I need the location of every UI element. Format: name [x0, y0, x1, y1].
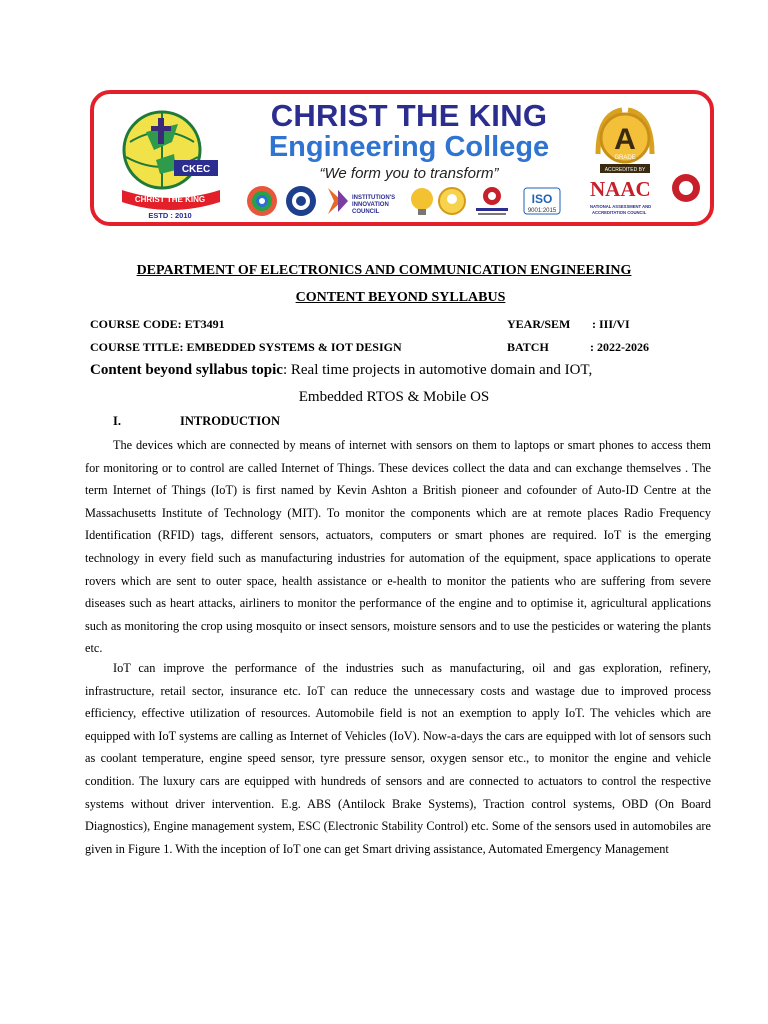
course-code: COURSE CODE: ET3491	[90, 317, 225, 331]
topic-label: Content beyond syllabus topic	[90, 362, 283, 378]
svg-text:9001:2015: 9001:2015	[527, 208, 557, 214]
logo-ribbon-text: CHRIST THE KING	[134, 195, 206, 204]
sdg-wheel-icon	[247, 186, 277, 216]
svg-text:ACCREDITED BY: ACCREDITED BY	[604, 167, 646, 173]
ministry-innovation-cell-icon	[476, 187, 508, 215]
introduction-paragraph-2: IoT can improve the performance of the industries such as manufacturing, oil and gas exploration, refinery, infrastructure, retail sector, insurance etc. IoT can reduce the unnecessary costs and wastage due to improved process efficiency, effective utilization of resources. Automobile field is not an exemption to apply IoT. The vehicles which are equipped with IoT systems are calling as Internet of Vehicles (IoV). Now-a-days the cars are equipped with lot of sensors such as coolant temperature, engine speed sensor, tyre pressure sensor, oxygen sensor etc., to monitor the engine and vehicle condition. The luxury cars are equipped with hundreds of sensors and are connected to actuators to control the respective systems without driver intervention. E.g. ABS (Antilock Brake Systems), Traction control systems, OBD (On Board Diagnostics), Engine management system, ESC (Electronic Stability Control) etc. Some of the sensors used in automobiles are given in Figure 1. With the inception of IoT one can get Smart driving assistance, Automated Emergency Management	[85, 661, 711, 856]
college-name-block	[244, 100, 574, 183]
college-name-line1: CHRIST THE KING	[270, 98, 548, 133]
college-banner	[90, 90, 714, 226]
accreditation-badges-row	[246, 184, 568, 218]
batch-label: BATCH	[507, 340, 549, 354]
topic-text-line2: Embedded RTOS & Mobile OS	[298, 389, 490, 405]
year-sem-value: : III/VI	[592, 317, 630, 331]
iic-council-icon	[328, 188, 395, 215]
mascot-circle-icon	[439, 188, 465, 214]
batch-value: : 2022-2026	[590, 340, 649, 354]
topic-text: : Real time projects in automotive domain and IOT,	[282, 362, 593, 378]
svg-text:INSTITUTION'S: INSTITUTION'S	[352, 195, 396, 201]
lightbulb-icon	[411, 188, 433, 215]
year-sem-label: YEAR/SEM	[507, 317, 571, 331]
course-title: COURSE TITLE: EMBEDDED SYSTEMS & IOT DESIGN	[90, 340, 402, 354]
introduction-paragraph-1: The devices which are connected by means of internet with sensors on them to laptops or smart phones to access them for monitoring or to control are called Internet of Things. These devices collect the data and can exchange themselves . The term Internet of Things (IoT) is first named by Kevin Ashton a British pioneer and cofounder of Auto-ID Centre at the Massachusetts Institute of Technology (MIT). To monitor the components which are at remote places Radio Frequency Identification (RFID) tags, different sensors, actuators, computers or smart phones are required. IoT is the emerging technology in every field such as manufacturing industries for automation of the equipment, space applications to operate rovers which are sent to outer space, health assistance or e-health to monitor the patients who are suffering from severe diseases such as heart attacks, airliners to monitor the performance of the engine and to optimise it, agricultural applications such as monitoring the crop using mosquito or insect sensors, moisture sensors and to use the pesticides or watering the plants etc.	[85, 438, 711, 656]
college-emblem-logo	[116, 102, 224, 222]
college-motto: “We form you to transform”	[319, 165, 499, 182]
section-title: INTRODUCTION	[180, 414, 281, 428]
topic-line	[90, 362, 592, 379]
iso-certification-icon	[524, 188, 560, 214]
naac-accreditation-logo	[588, 104, 704, 224]
content-beyond-syllabus-heading: CONTENT BEYOND SYLLABUS	[295, 290, 506, 305]
svg-text:ISO: ISO	[531, 192, 553, 206]
department-heading: DEPARTMENT OF ELECTRONICS AND COMMUNICATION ENGINEERING	[136, 263, 632, 278]
aicte-gear-icon	[286, 186, 316, 216]
naac-grade-letter: A	[614, 123, 636, 156]
svg-text:ACCREDITATION COUNCIL: ACCREDITATION COUNCIL	[592, 210, 647, 215]
svg-text:NATIONAL ASSESSMENT AND: NATIONAL ASSESSMENT AND	[590, 204, 652, 209]
logo-estd-text: ESTD : 2010	[148, 211, 192, 220]
svg-text:COUNCIL: COUNCIL	[352, 209, 380, 215]
college-name-line2: Engineering College	[268, 131, 550, 163]
svg-text:GRADE: GRADE	[614, 155, 636, 161]
section-number: I.	[113, 414, 121, 428]
logo-abbrev-text: CKEC	[181, 164, 211, 175]
naac-name: NAAC	[590, 177, 651, 201]
svg-text:INNOVATION: INNOVATION	[352, 202, 389, 208]
